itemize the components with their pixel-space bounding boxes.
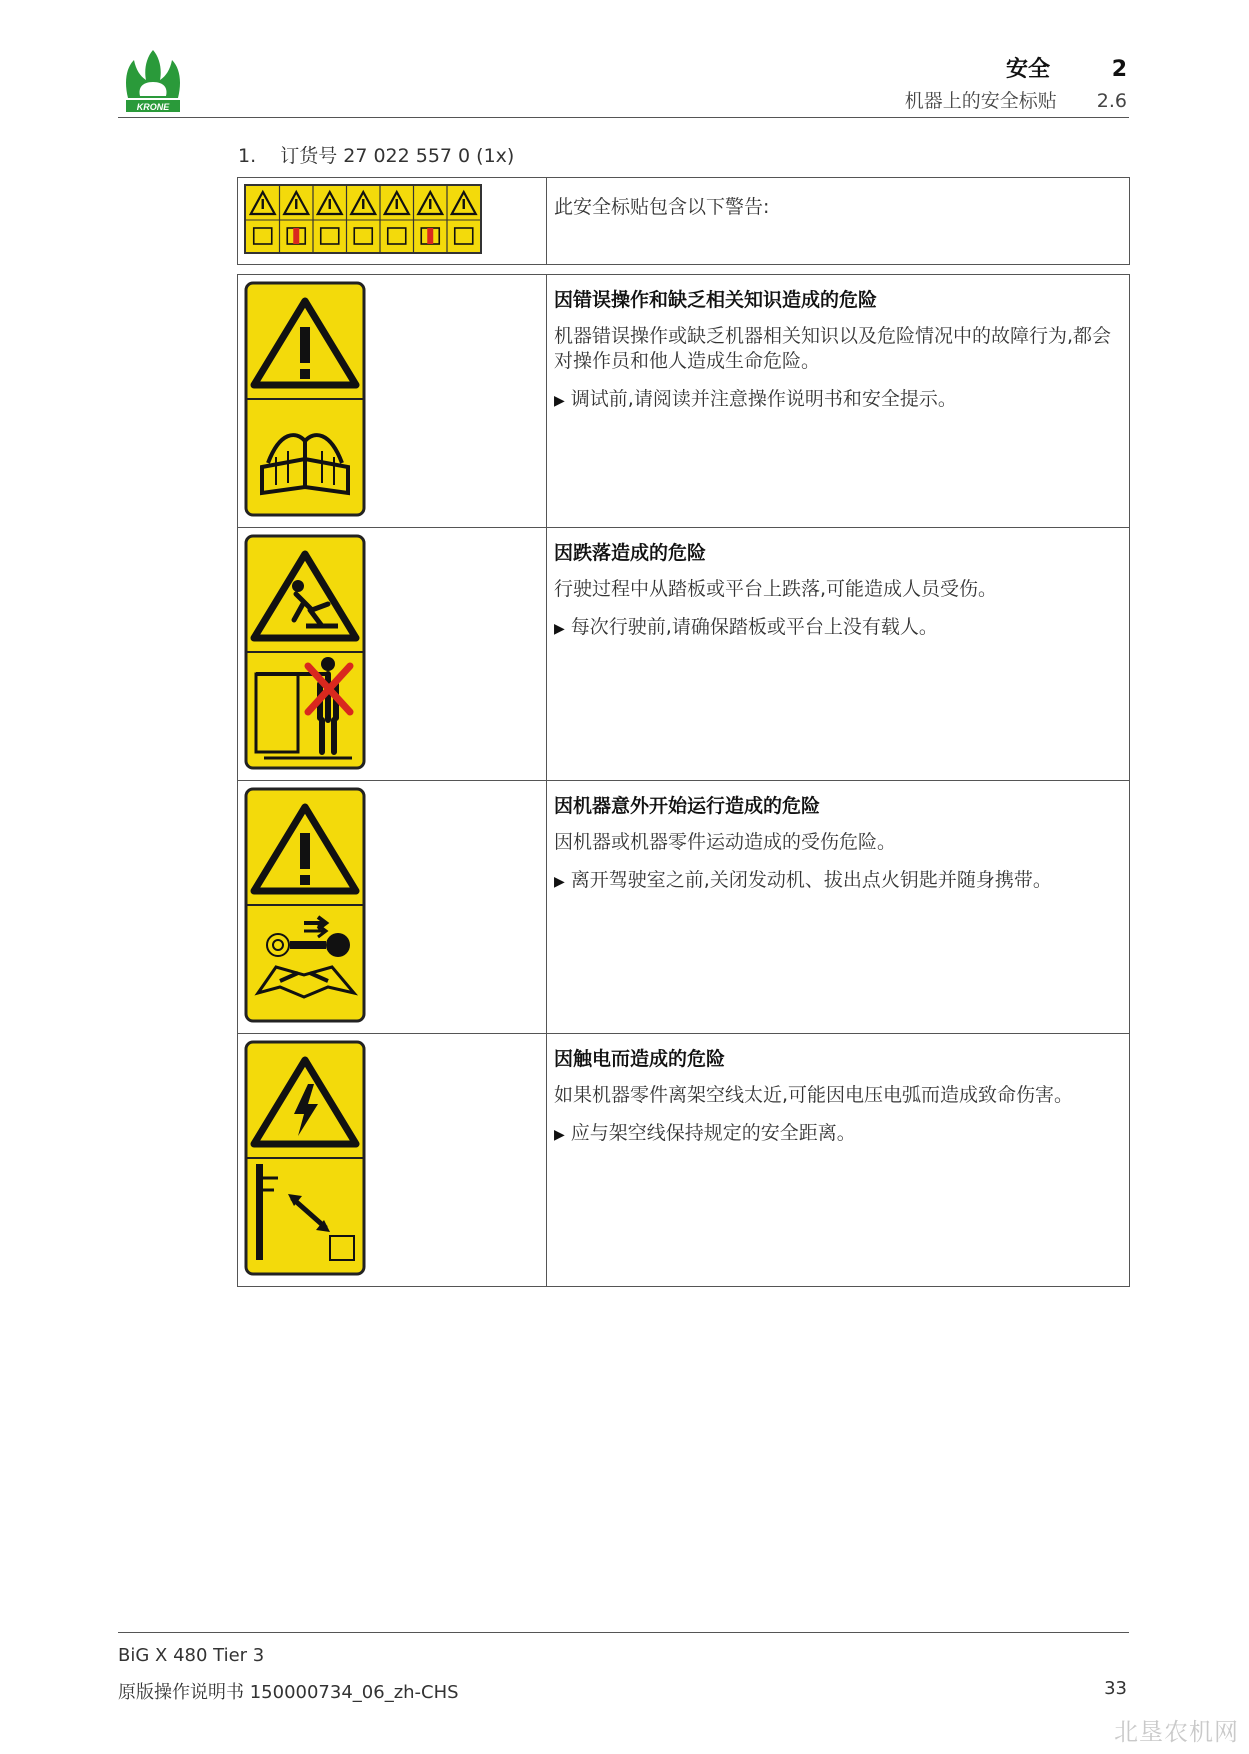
warning-title: 因错误操作和缺乏相关知识造成的危险 xyxy=(554,289,878,311)
footer-document: 原版操作说明书 150000734_06_zh-CHS xyxy=(118,1682,459,1703)
subsection-number: 2.6 xyxy=(1096,90,1127,112)
bullet-triangle-icon: ▶ xyxy=(554,393,565,409)
section-number: 2 xyxy=(1111,57,1127,82)
warning-description: 机器错误操作或缺乏机器相关知识以及危险情况中的故障行为,都会对操作员和他人造成生命危险。 xyxy=(554,325,1112,372)
section-heading xyxy=(1006,52,1127,83)
warning-instruction xyxy=(554,865,1121,892)
warning-row xyxy=(238,1034,1130,1287)
page-number: 33 xyxy=(1104,1678,1127,1699)
warning-instruction xyxy=(554,384,1121,411)
warning-title: 因跌落造成的危险 xyxy=(554,542,707,564)
bullet-triangle-icon: ▶ xyxy=(554,1127,565,1143)
warning-instruction-text: 应与架空线保持规定的安全距离。 xyxy=(570,1122,856,1144)
subsection-title: 机器上的安全标贴 xyxy=(904,90,1057,112)
warning-description: 如果机器零件离架空线太近,可能因电压电弧而造成致命伤害。 xyxy=(554,1084,1074,1106)
sticker-strip-cell xyxy=(238,178,547,265)
fall-hazard-icon xyxy=(244,534,366,770)
watermark: 北垦农机网 xyxy=(1114,1718,1239,1746)
footer-divider xyxy=(118,1632,1129,1633)
warning-manual-icon xyxy=(244,281,366,517)
header-divider xyxy=(118,117,1129,118)
subsection-heading xyxy=(905,86,1127,113)
sticker-intro-cell xyxy=(547,178,1130,265)
warning-description: 因机器或机器零件运动造成的受伤危险。 xyxy=(554,831,897,853)
warning-instruction-text: 调试前,请阅读并注意操作说明书和安全提示。 xyxy=(570,388,957,410)
electric-shock-icon xyxy=(244,1040,366,1276)
bullet-triangle-icon: ▶ xyxy=(554,874,565,890)
order-line xyxy=(238,141,514,168)
warning-description: 行驶过程中从踏板或平台上跌落,可能造成人员受伤。 xyxy=(554,578,998,600)
warning-row xyxy=(238,275,1130,528)
warning-row xyxy=(238,528,1130,781)
krone-logo xyxy=(118,46,188,116)
section-title: 安全 xyxy=(1006,57,1051,82)
logo-wordmark: KRONE xyxy=(136,102,170,112)
warning-instruction xyxy=(554,612,1121,639)
bullet-triangle-icon: ▶ xyxy=(554,621,565,637)
warning-title: 因触电而造成的危险 xyxy=(554,1048,726,1070)
warning-instruction-text: 离开驾驶室之前,关闭发动机、拔出点火钥匙并随身携带。 xyxy=(570,869,1052,891)
warning-title: 因机器意外开始运行造成的危险 xyxy=(554,795,821,817)
sticker-intro-text: 此安全标贴包含以下警告: xyxy=(554,196,770,218)
warnings-table xyxy=(237,274,1130,1287)
remove-key-icon xyxy=(244,787,366,1023)
warning-instruction-text: 每次行驶前,请确保踏板或平台上没有载人。 xyxy=(570,616,938,638)
safety-sticker-strip-icon xyxy=(244,184,482,254)
warning-row xyxy=(238,781,1130,1034)
order-item-number: 1. xyxy=(238,145,257,167)
order-number-text: 订货号 27 022 557 0 (1x) xyxy=(280,145,515,167)
sticker-overview-table xyxy=(237,177,1130,265)
warning-instruction xyxy=(554,1118,1121,1145)
footer-model: BiG X 480 Tier 3 xyxy=(118,1645,265,1666)
